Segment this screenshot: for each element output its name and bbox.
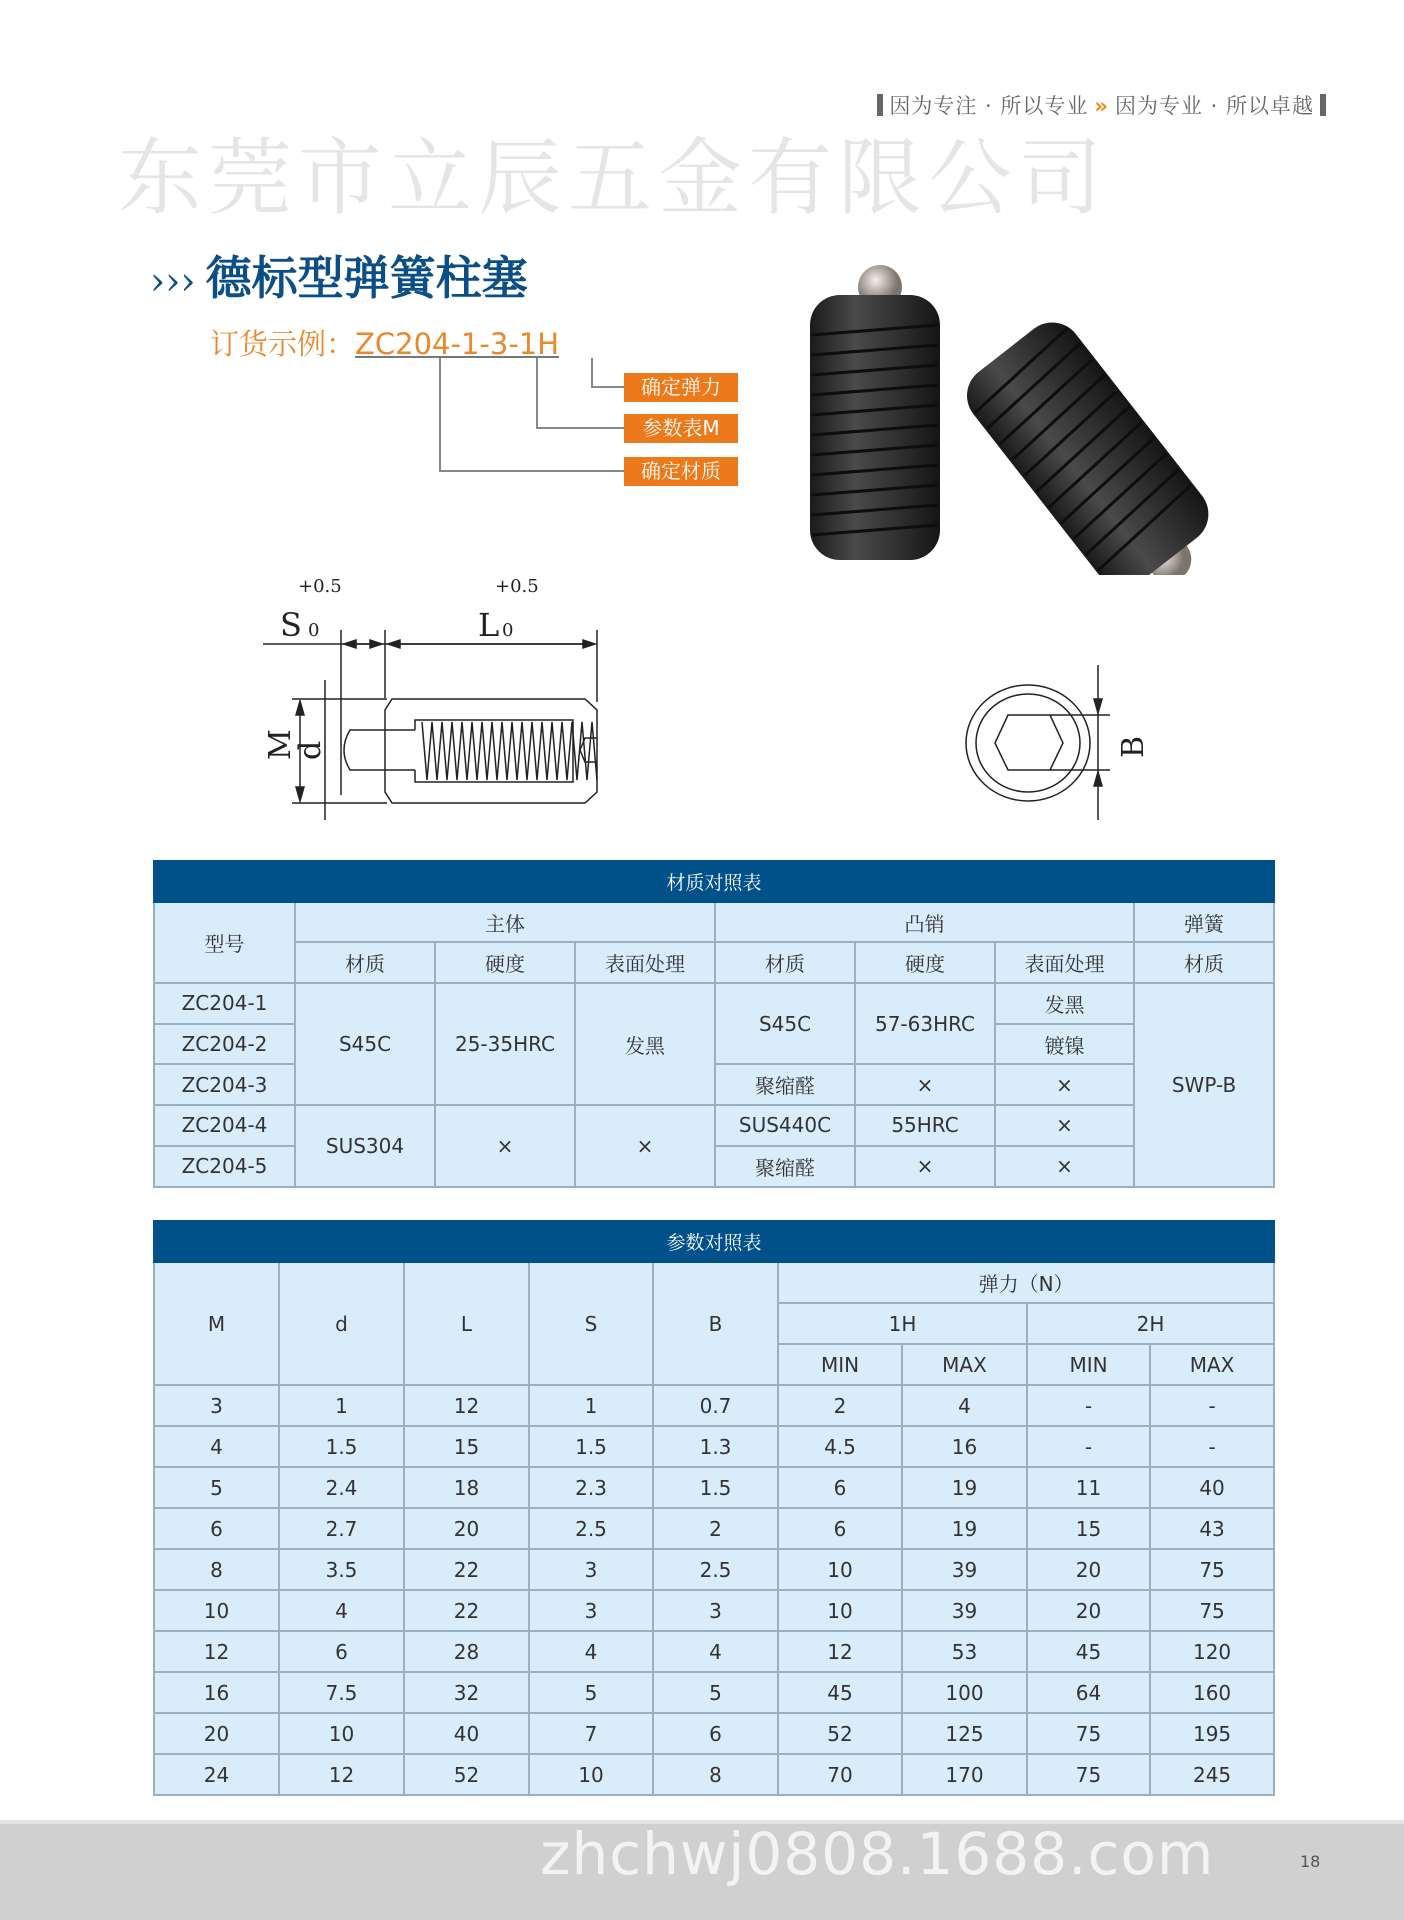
table-cell: 10 bbox=[529, 1754, 653, 1795]
table-row bbox=[154, 1713, 1274, 1754]
h-model: 型号 bbox=[154, 902, 295, 983]
table-cell: 20 bbox=[1027, 1549, 1150, 1590]
table-cell: 245 bbox=[1150, 1754, 1274, 1795]
plunger-upright bbox=[810, 265, 940, 560]
h-1h-min: MIN bbox=[778, 1344, 902, 1385]
table-cell: 39 bbox=[902, 1549, 1027, 1590]
h-2h-min: MIN bbox=[1027, 1344, 1150, 1385]
table-cell: 8 bbox=[653, 1754, 778, 1795]
table-cell: 195 bbox=[1150, 1713, 1274, 1754]
table-cell: 45 bbox=[778, 1672, 902, 1713]
product-photo bbox=[800, 245, 1240, 575]
table-cell: 4 bbox=[902, 1385, 1027, 1426]
tag-param-m: 参数表M bbox=[624, 414, 738, 443]
cell: SWP-B bbox=[1134, 983, 1274, 1186]
table-cell: 6 bbox=[154, 1508, 279, 1549]
table-cell: 5 bbox=[653, 1672, 778, 1713]
page-title-text: 德标型弹簧柱塞 bbox=[205, 251, 528, 305]
h-pin-material: 材质 bbox=[715, 942, 855, 983]
table-cell: 4 bbox=[529, 1631, 653, 1672]
table-row bbox=[154, 1631, 1274, 1672]
table-cell: 40 bbox=[404, 1713, 529, 1754]
table-cell: 3.5 bbox=[279, 1549, 404, 1590]
cell: × bbox=[435, 1105, 575, 1186]
h-d: d bbox=[279, 1262, 404, 1385]
table-cell: 1 bbox=[529, 1385, 653, 1426]
table-cell: 18 bbox=[404, 1467, 529, 1508]
table-cell: 75 bbox=[1027, 1754, 1150, 1795]
table-cell: 7 bbox=[529, 1713, 653, 1754]
h-2h: 2H bbox=[1027, 1303, 1274, 1344]
table-cell: 10 bbox=[279, 1713, 404, 1754]
table-cell: 4 bbox=[154, 1426, 279, 1467]
table-cell: 20 bbox=[1027, 1590, 1150, 1631]
table-cell: 1.5 bbox=[279, 1426, 404, 1467]
table-cell: 28 bbox=[404, 1631, 529, 1672]
table-cell: - bbox=[1027, 1385, 1150, 1426]
table-cell: 2.7 bbox=[279, 1508, 404, 1549]
h-1h: 1H bbox=[778, 1303, 1027, 1344]
tagline-part-2: 因为专业 · 所以卓越 bbox=[1114, 94, 1314, 118]
table-cell: 3 bbox=[529, 1549, 653, 1590]
table-cell: 6 bbox=[778, 1467, 902, 1508]
table-cell: 1 bbox=[279, 1385, 404, 1426]
table-row bbox=[154, 983, 1274, 1024]
table-cell: 15 bbox=[1027, 1508, 1150, 1549]
parameter-table bbox=[153, 1220, 1275, 1796]
table-cell: 1.5 bbox=[653, 1467, 778, 1508]
table-cell: 70 bbox=[778, 1754, 902, 1795]
table-cell: - bbox=[1150, 1426, 1274, 1467]
h-m: M bbox=[154, 1262, 279, 1385]
h-force: 弹力（N） bbox=[778, 1262, 1274, 1303]
table-cell: 64 bbox=[1027, 1672, 1150, 1713]
table-row bbox=[154, 1467, 1274, 1508]
table-cell: 2.5 bbox=[653, 1549, 778, 1590]
triple-chevron-icon: ››› bbox=[150, 259, 196, 303]
table-row bbox=[154, 1105, 1274, 1146]
h-1h-max: MAX bbox=[902, 1344, 1027, 1385]
table-cell: 160 bbox=[1150, 1672, 1274, 1713]
table-cell: 20 bbox=[154, 1713, 279, 1754]
model-cell: ZC204-4 bbox=[154, 1105, 295, 1146]
table-cell: 5 bbox=[154, 1467, 279, 1508]
table-cell: 75 bbox=[1150, 1549, 1274, 1590]
cell: 发黑 bbox=[995, 983, 1134, 1024]
table-cell: 3 bbox=[653, 1590, 778, 1631]
table-cell: 10 bbox=[778, 1590, 902, 1631]
table-cell: - bbox=[1150, 1385, 1274, 1426]
cell: × bbox=[995, 1146, 1134, 1187]
cell: 聚缩醛 bbox=[715, 1146, 855, 1187]
table-cell: 32 bbox=[404, 1672, 529, 1713]
table-cell: 52 bbox=[778, 1713, 902, 1754]
table-cell: 4.5 bbox=[778, 1426, 902, 1467]
h-pin-surface: 表面处理 bbox=[995, 942, 1134, 983]
table-cell: 12 bbox=[404, 1385, 529, 1426]
h-body-material: 材质 bbox=[295, 942, 435, 983]
d-label: d bbox=[293, 740, 328, 760]
param-table-title: 参数对照表 bbox=[154, 1221, 1274, 1262]
table-cell: 19 bbox=[902, 1467, 1027, 1508]
s-tolerance: +0.5 bbox=[298, 576, 342, 597]
table-row bbox=[154, 1549, 1274, 1590]
model-cell: ZC204-3 bbox=[154, 1064, 295, 1105]
h-spring-material: 材质 bbox=[1134, 942, 1274, 983]
l-tolerance: +0.5 bbox=[495, 576, 539, 597]
site-watermark: zhchwj0808.1688.com bbox=[540, 1820, 1215, 1888]
table-cell: 120 bbox=[1150, 1631, 1274, 1672]
cell: 57-63HRC bbox=[855, 983, 995, 1064]
material-table bbox=[153, 860, 1275, 1188]
table-cell: 6 bbox=[778, 1508, 902, 1549]
table-cell: 10 bbox=[154, 1590, 279, 1631]
material-table-title: 材质对照表 bbox=[154, 861, 1274, 902]
table-row bbox=[154, 1385, 1274, 1426]
cell: × bbox=[995, 1064, 1134, 1105]
tag-spring-force: 确定弹力 bbox=[624, 373, 738, 402]
table-cell: 19 bbox=[902, 1508, 1027, 1549]
table-cell: 2 bbox=[778, 1385, 902, 1426]
table-cell: 0.7 bbox=[653, 1385, 778, 1426]
table-row bbox=[154, 1672, 1274, 1713]
double-chevron-icon: » bbox=[1094, 94, 1109, 118]
table-cell: 24 bbox=[154, 1754, 279, 1795]
table-cell: 170 bbox=[902, 1754, 1027, 1795]
cell: S45C bbox=[295, 983, 435, 1105]
company-watermark: 东莞市立辰五金有限公司 bbox=[118, 129, 1109, 227]
table-cell: 53 bbox=[902, 1631, 1027, 1672]
table-cell: 4 bbox=[279, 1590, 404, 1631]
h-body: 主体 bbox=[295, 902, 715, 943]
l-zero: 0 bbox=[502, 620, 514, 641]
table-row bbox=[154, 1508, 1274, 1549]
cell: 聚缩醛 bbox=[715, 1064, 855, 1105]
technical-drawing bbox=[260, 570, 1180, 830]
cell: 发黑 bbox=[575, 983, 715, 1105]
table-cell: 39 bbox=[902, 1590, 1027, 1631]
s-label: S bbox=[280, 606, 302, 644]
table-cell: 52 bbox=[404, 1754, 529, 1795]
table-cell: 8 bbox=[154, 1549, 279, 1590]
table-cell: 12 bbox=[154, 1631, 279, 1672]
h-spring: 弹簧 bbox=[1134, 902, 1274, 943]
cell: S45C bbox=[715, 983, 855, 1064]
model-cell: ZC204-5 bbox=[154, 1146, 295, 1187]
table-cell: 12 bbox=[778, 1631, 902, 1672]
table-row bbox=[154, 1754, 1274, 1795]
cell: × bbox=[855, 1064, 995, 1105]
table-row bbox=[154, 1590, 1274, 1631]
cell: × bbox=[995, 1105, 1134, 1146]
table-cell: 5 bbox=[529, 1672, 653, 1713]
s-zero: 0 bbox=[308, 620, 320, 641]
cell: SUS440C bbox=[715, 1105, 855, 1146]
table-cell: 11 bbox=[1027, 1467, 1150, 1508]
table-cell: 3 bbox=[154, 1385, 279, 1426]
page-number: 18 bbox=[1300, 1852, 1321, 1871]
cell: SUS304 bbox=[295, 1105, 435, 1186]
table-cell: 6 bbox=[653, 1713, 778, 1754]
h-pin: 凸销 bbox=[715, 902, 1134, 943]
table-row bbox=[154, 1426, 1274, 1467]
table-cell: 2.4 bbox=[279, 1467, 404, 1508]
table-cell: 3 bbox=[529, 1590, 653, 1631]
cell: 镀镍 bbox=[995, 1024, 1134, 1065]
order-example-label: 订货示例： bbox=[210, 327, 356, 361]
model-cell: ZC204-1 bbox=[154, 983, 295, 1024]
table-cell: - bbox=[1027, 1426, 1150, 1467]
table-cell: 1.3 bbox=[653, 1426, 778, 1467]
cell: 55HRC bbox=[855, 1105, 995, 1146]
table-cell: 100 bbox=[902, 1672, 1027, 1713]
plunger-tilted bbox=[955, 310, 1234, 575]
table-cell: 2.5 bbox=[529, 1508, 653, 1549]
table-cell: 16 bbox=[154, 1672, 279, 1713]
cell: × bbox=[855, 1146, 995, 1187]
table-cell: 6 bbox=[279, 1631, 404, 1672]
table-cell: 2 bbox=[653, 1508, 778, 1549]
table-cell: 125 bbox=[902, 1713, 1027, 1754]
order-example-code: ZC204-1-3-1H bbox=[355, 327, 560, 361]
h-s: S bbox=[529, 1262, 653, 1385]
l-label: L bbox=[478, 606, 500, 644]
table-cell: 75 bbox=[1150, 1590, 1274, 1631]
cell: × bbox=[575, 1105, 715, 1186]
tagline bbox=[871, 90, 1332, 120]
b-label: B bbox=[1116, 735, 1151, 758]
table-cell: 2.3 bbox=[529, 1467, 653, 1508]
cell: 25-35HRC bbox=[435, 983, 575, 1105]
table-cell: 16 bbox=[902, 1426, 1027, 1467]
table-cell: 22 bbox=[404, 1549, 529, 1590]
table-cell: 75 bbox=[1027, 1713, 1150, 1754]
m-label: M bbox=[263, 729, 298, 760]
h-body-surface: 表面处理 bbox=[575, 942, 715, 983]
h-b: B bbox=[653, 1262, 778, 1385]
h-2h-max: MAX bbox=[1150, 1344, 1274, 1385]
table-cell: 43 bbox=[1150, 1508, 1274, 1549]
h-l: L bbox=[404, 1262, 529, 1385]
tagline-part-1: 因为专注 · 所以专业 bbox=[889, 94, 1089, 118]
model-cell: ZC204-2 bbox=[154, 1024, 295, 1065]
table-cell: 22 bbox=[404, 1590, 529, 1631]
table-cell: 45 bbox=[1027, 1631, 1150, 1672]
h-pin-hardness: 硬度 bbox=[855, 942, 995, 983]
table-cell: 10 bbox=[778, 1549, 902, 1590]
table-cell: 1.5 bbox=[529, 1426, 653, 1467]
table-cell: 15 bbox=[404, 1426, 529, 1467]
tag-material: 确定材质 bbox=[624, 457, 738, 486]
table-cell: 12 bbox=[279, 1754, 404, 1795]
table-cell: 40 bbox=[1150, 1467, 1274, 1508]
table-cell: 7.5 bbox=[279, 1672, 404, 1713]
table-cell: 20 bbox=[404, 1508, 529, 1549]
h-body-hardness: 硬度 bbox=[435, 942, 575, 983]
table-cell: 4 bbox=[653, 1631, 778, 1672]
